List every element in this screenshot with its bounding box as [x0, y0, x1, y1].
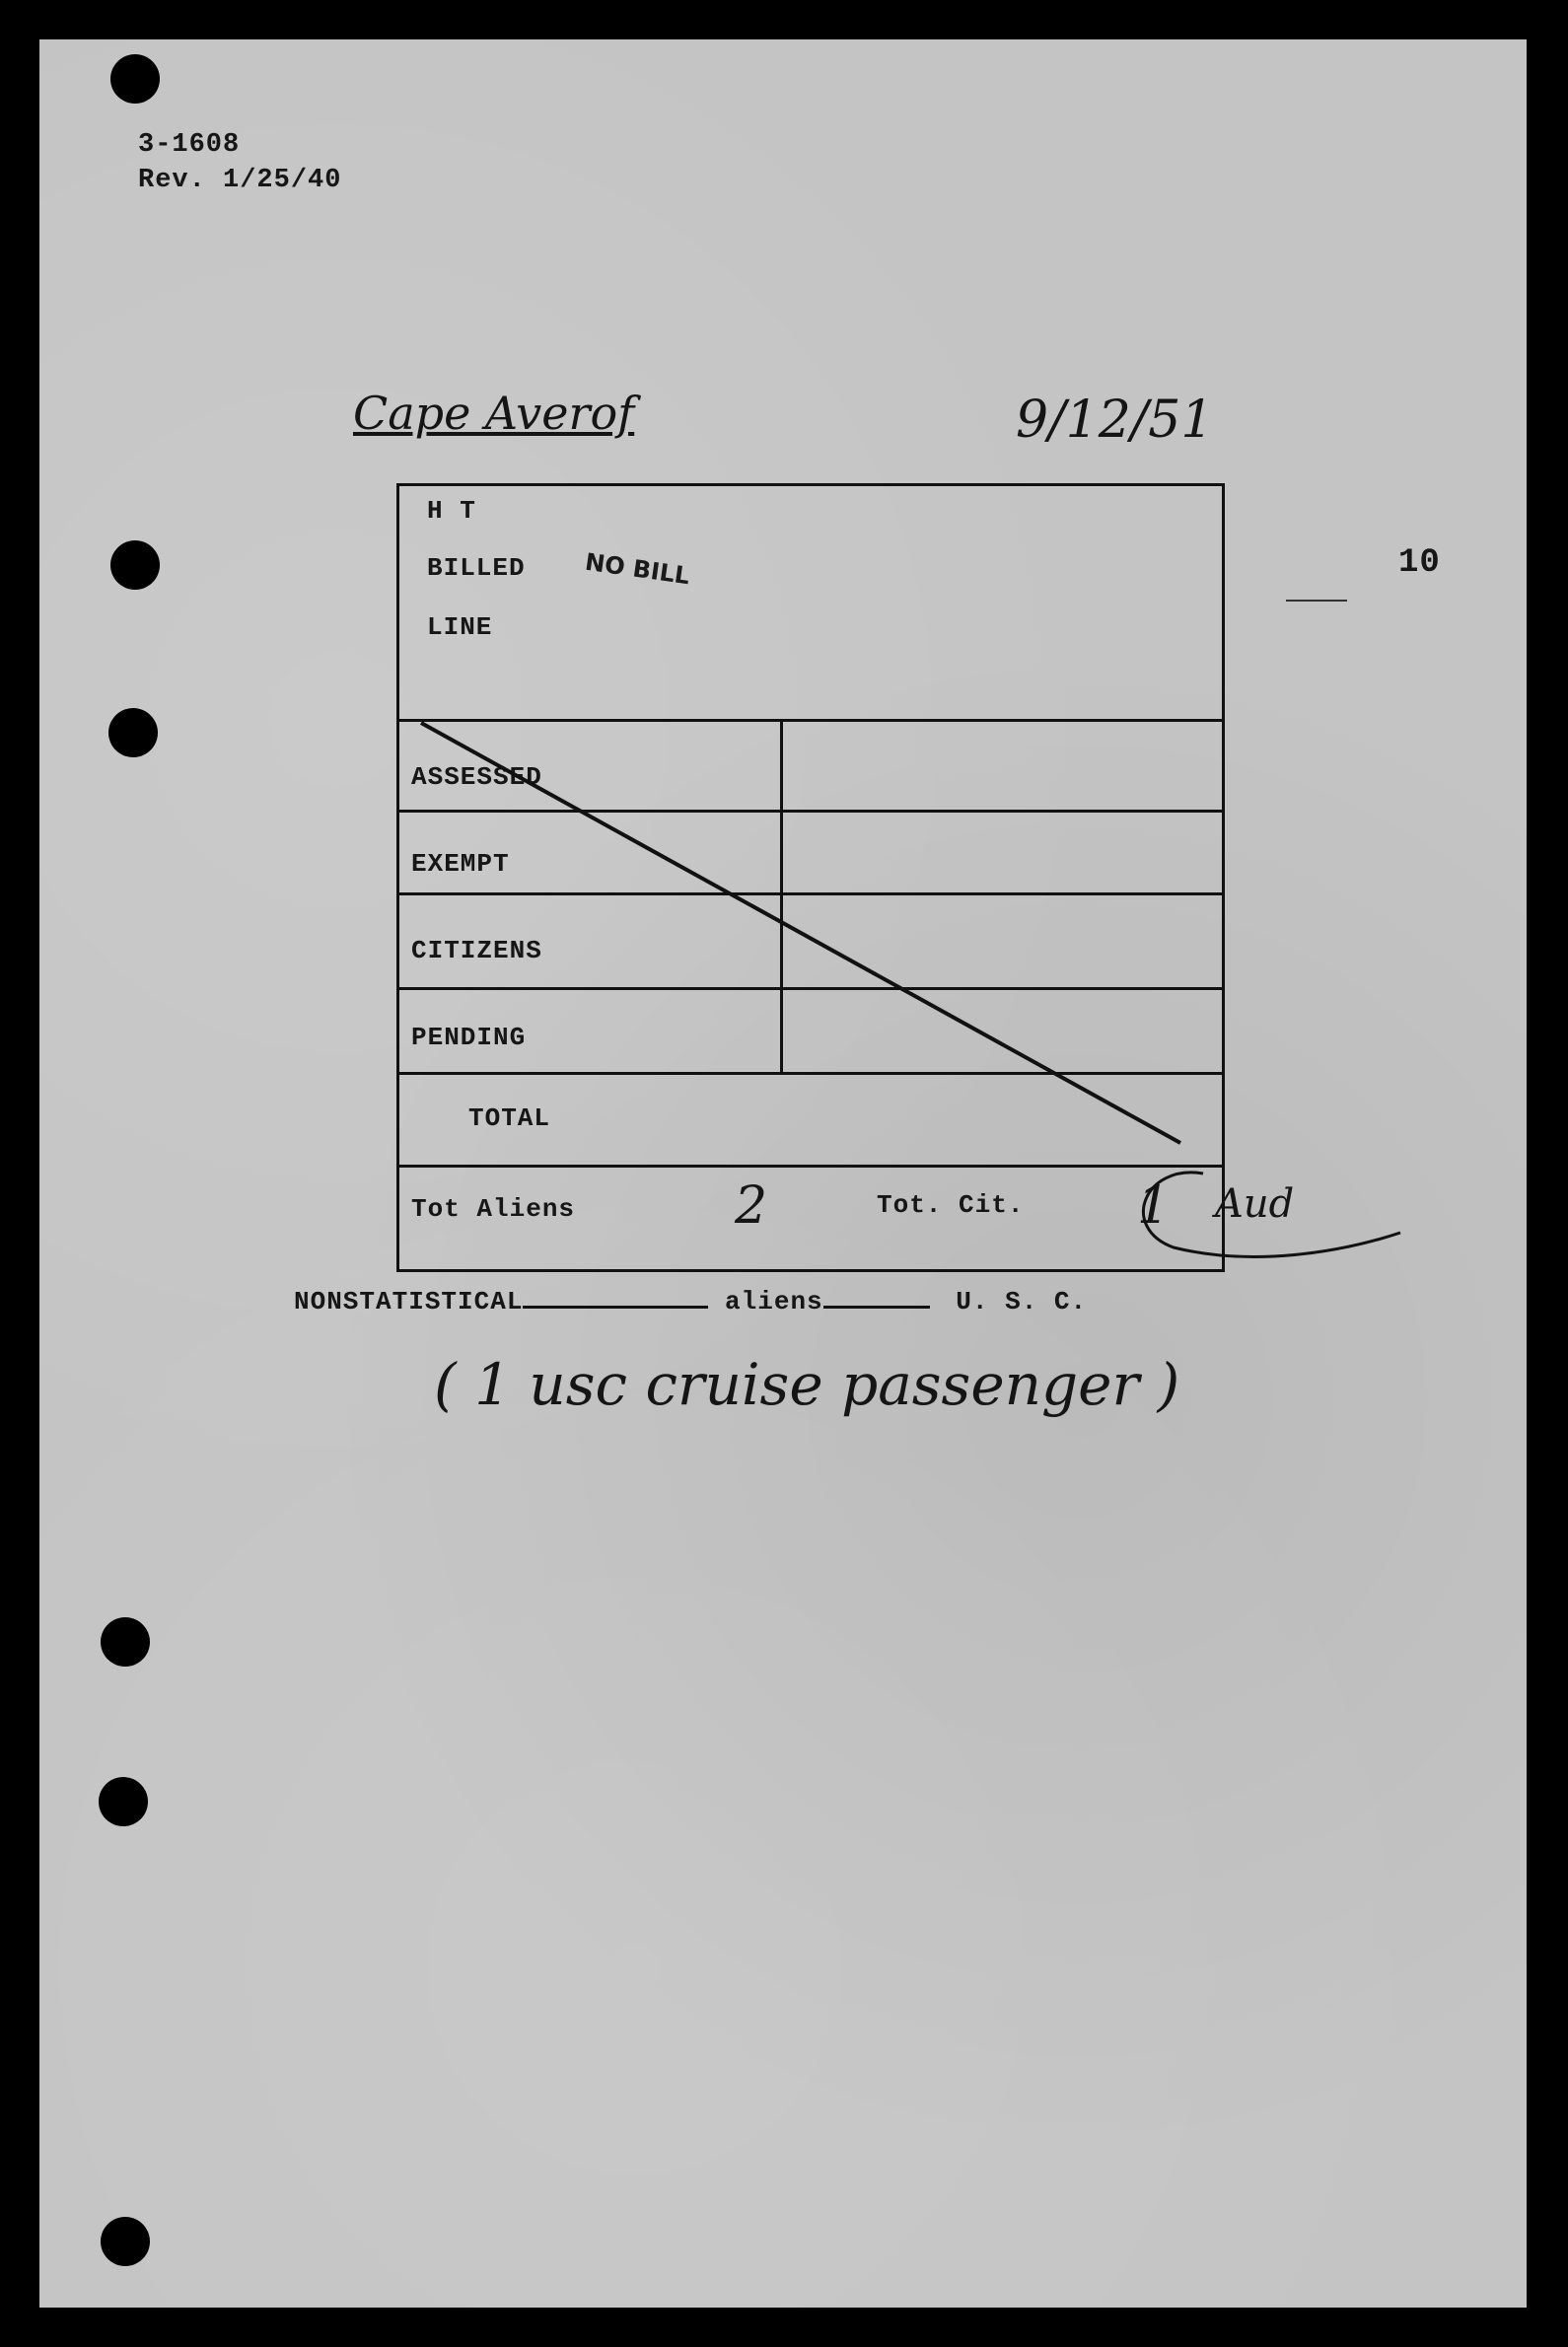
label-pending: PENDING [411, 1023, 527, 1052]
label-line: LINE [427, 612, 493, 642]
label-ht: H T [427, 496, 476, 526]
aliens-label: aliens [725, 1287, 823, 1316]
label-billed: BILLED [427, 553, 526, 583]
citizen-annotation: Aud [1215, 1181, 1295, 1227]
label-total: TOTAL [468, 1103, 551, 1133]
tot-cit-value: 1 [1137, 1176, 1171, 1236]
nonstatistical-line [294, 1284, 1087, 1316]
nonstatistical-label: NONSTATISTICAL [294, 1287, 524, 1316]
label-exempt: EXEMPT [411, 849, 510, 879]
form-revision: Rev. 1/25/40 [138, 166, 342, 195]
aliens-blank [823, 1284, 930, 1309]
no-bill-stamp: NO BILL [583, 547, 692, 591]
nonstatistical-blank [523, 1284, 708, 1309]
handwritten-note: ( 1 usc cruise passenger ) [434, 1351, 1180, 1418]
form-number: 3-1608 [138, 130, 241, 160]
document-sheet [39, 39, 1527, 2308]
citizen-circle-annotation [39, 39, 1527, 2308]
label-assessed: ASSESSED [411, 762, 542, 792]
handwritten-date: 9/12/51 [1016, 391, 1214, 450]
label-citizens: CITIZENS [411, 936, 542, 965]
usc-label: U. S. C. [956, 1287, 1088, 1316]
page-number: 10 [1398, 544, 1441, 582]
tot-aliens-value: 2 [735, 1176, 768, 1236]
label-tot-aliens: Tot Aliens [411, 1194, 576, 1224]
handwritten-place: Cape Averof [353, 387, 635, 440]
label-tot-cit: Tot. Cit. [877, 1190, 1025, 1220]
